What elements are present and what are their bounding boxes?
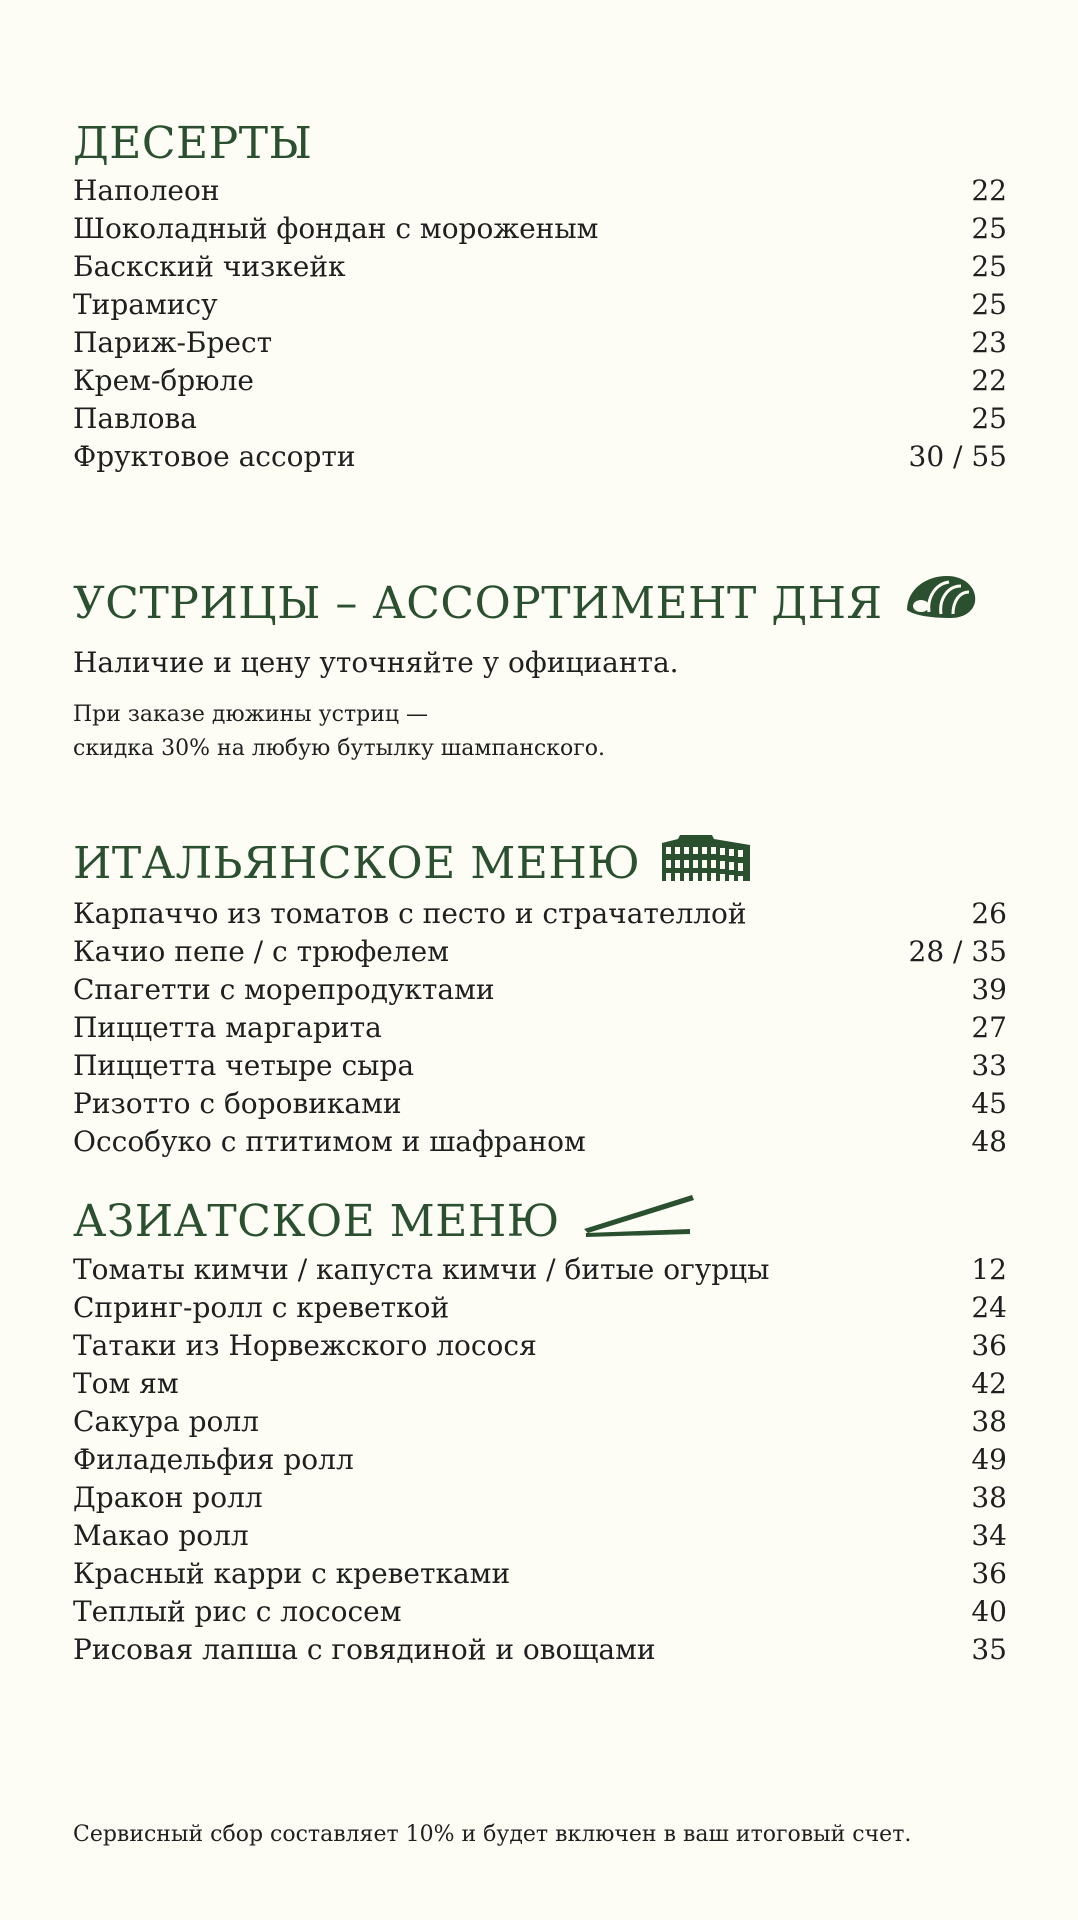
item-name: Рисовая лапша с говядиной и овощами [73,1633,656,1666]
asian-title: АЗИАТСКОЕ МЕНЮ [73,1193,1007,1251]
oyster-icon [903,572,979,636]
menu-item [73,1631,1007,1669]
item-price: 27 [971,1011,1007,1044]
oysters-promo-line2: скидка 30% на любую бутылку шампанского. [73,736,606,761]
item-name: Крем-брюле [73,364,254,397]
item-name: Наполеон [73,174,220,207]
item-name: Том ям [73,1367,179,1400]
italian-title: ИТАЛЬЯНСКОЕ МЕНЮ [73,833,1007,895]
item-name: Качио пепе / с трюфелем [73,935,449,968]
item-name: Ризотто с боровиками [73,1087,402,1120]
item-name: Дракон ролл [73,1481,263,1514]
item-price: 39 [971,973,1007,1006]
item-price: 33 [971,1049,1007,1082]
menu-item [73,286,1007,324]
item-name: Павлова [73,402,197,435]
menu-item [73,933,1007,971]
item-name: Филадельфия ролл [73,1443,354,1476]
item-name: Татаки из Норвежского лосося [73,1329,537,1362]
oysters-promo [73,698,1007,766]
item-price: 28 / 35 [908,935,1007,968]
menu-item [73,362,1007,400]
item-price: 23 [971,326,1007,359]
item-price: 30 / 55 [908,440,1007,473]
item-price: 24 [971,1291,1007,1324]
menu-item [73,1009,1007,1047]
item-price: 38 [971,1405,1007,1438]
item-name: Париж-Брест [73,326,273,359]
desserts-section [73,116,1007,476]
item-name: Теплый рис с лососем [73,1595,402,1628]
item-name: Тирамису [73,288,218,321]
item-price: 22 [971,174,1007,207]
item-price: 34 [971,1519,1007,1552]
menu-item [73,1517,1007,1555]
item-price: 25 [971,402,1007,435]
menu-item [73,1123,1007,1161]
menu-item [73,438,1007,476]
menu-item [73,324,1007,362]
menu-item [73,1479,1007,1517]
item-price: 36 [971,1329,1007,1362]
menu-item [73,1327,1007,1365]
menu-item [73,1441,1007,1479]
oysters-section [73,572,1007,766]
item-price: 22 [971,364,1007,397]
menu-item [73,1047,1007,1085]
desserts-list [73,172,1007,476]
item-price: 35 [971,1633,1007,1666]
item-price: 25 [971,250,1007,283]
menu-item [73,248,1007,286]
colosseum-icon [660,833,752,895]
item-price: 48 [971,1125,1007,1158]
item-name: Спринг-ролл с креветкой [73,1291,450,1324]
item-price: 12 [971,1253,1007,1286]
item-price: 45 [971,1087,1007,1120]
menu-page [73,0,1007,1920]
item-name: Фруктовое ассорти [73,440,356,473]
item-price: 38 [971,1481,1007,1514]
italian-list [73,895,1007,1161]
desserts-title: ДЕСЕРТЫ [73,118,313,169]
oysters-title: УСТРИЦЫ – АССОРТИМЕНТ ДНЯ [73,572,1007,636]
menu-item [73,210,1007,248]
menu-item [73,971,1007,1009]
item-name: Макао ролл [73,1519,249,1552]
italian-section [73,833,1007,1161]
item-name: Оссобуко с птитимом и шафраном [73,1125,586,1158]
item-name: Карпаччо из томатов с песто и страчателлой [73,897,747,930]
menu-item [73,400,1007,438]
item-name: Сакура ролл [73,1405,259,1438]
menu-item [73,1555,1007,1593]
item-price: 40 [971,1595,1007,1628]
item-name: Шоколадный фондан с мороженым [73,212,599,245]
item-price: 26 [971,897,1007,930]
item-price: 36 [971,1557,1007,1590]
menu-item [73,1365,1007,1403]
item-name: Пиццетта четыре сыра [73,1049,415,1082]
menu-item [73,895,1007,933]
item-name: Спагетти с морепродуктами [73,973,495,1006]
item-name: Красный карри с креветками [73,1557,511,1590]
menu-item [73,1403,1007,1441]
menu-item [73,1289,1007,1327]
item-price: 25 [971,212,1007,245]
item-price: 25 [971,288,1007,321]
menu-item [73,1085,1007,1123]
item-price: 49 [971,1443,1007,1476]
menu-item [73,172,1007,210]
chopsticks-icon [580,1193,698,1251]
item-name: Томаты кимчи / капуста кимчи / битые огурцы [73,1253,770,1286]
item-name: Пиццетта маргарита [73,1011,382,1044]
oysters-promo-line1: При заказе дюжины устриц — [73,702,429,727]
asian-section [73,1193,1007,1669]
oysters-availability-note: Наличие и цену уточняйте у официанта. [73,646,679,679]
item-name: Баскский чизкейк [73,250,346,283]
service-charge-note: Сервисный сбор составляет 10% и будет включен в ваш итоговый счет. [73,1822,912,1847]
menu-item [73,1593,1007,1631]
item-price: 42 [971,1367,1007,1400]
menu-item [73,1251,1007,1289]
asian-list [73,1251,1007,1669]
